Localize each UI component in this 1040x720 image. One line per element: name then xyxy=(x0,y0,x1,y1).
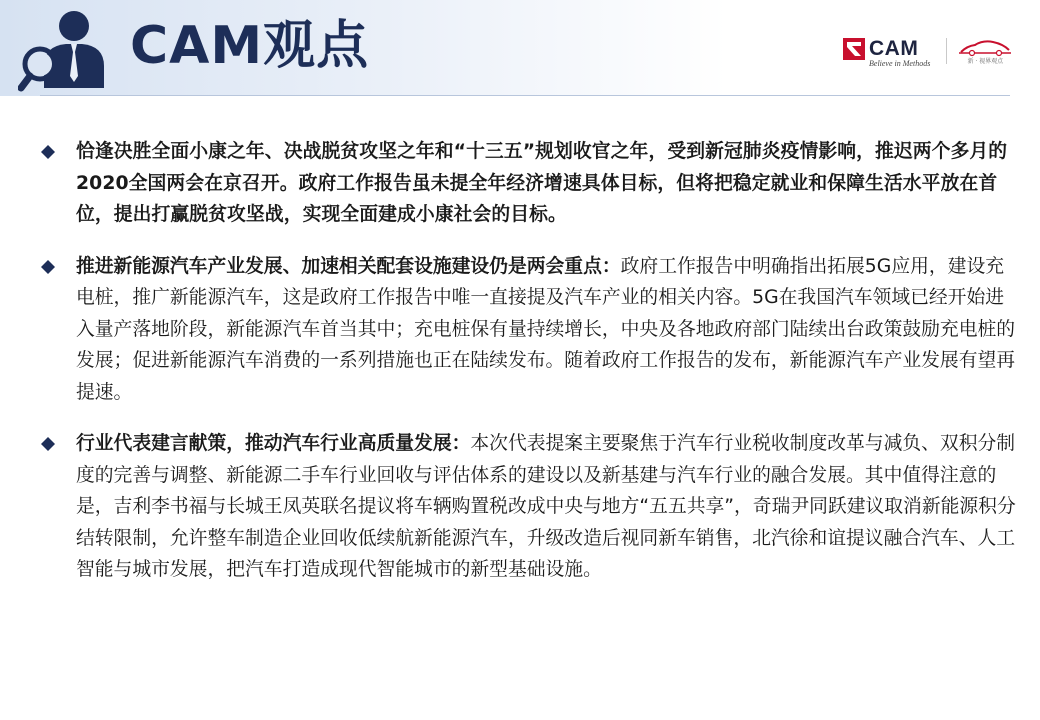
car-logo-icon xyxy=(957,38,1013,58)
diamond-bullet-icon xyxy=(40,259,56,275)
bullet-1-text: 恰逢决胜全面小康之年、决战脱贫攻坚之年和“十三五”规划收官之年，受到新冠肺炎疫情影响，推迟两个多月的2020全国两会在京召开。政府工作报告虽未提全年经济增速具体目标，但将把稳定就业和保障生活水平放在首位，提出打赢脱贫攻坚战，实现全面建成小康社会的目标。 xyxy=(76,141,1008,225)
brand-tagline: Believe in Methods xyxy=(869,59,931,68)
bullet-3-heading: 行业代表建言献策，推动汽车行业高质量发展： xyxy=(76,433,471,454)
bullet-2-text: 政府工作报告中明确指出拓展5G应用，建设充电桩，推广新能源汽车，这是政府工作报告中唯一直接提及汽车产业的相关内容。5G在我国汽车领域已经开始进入量产落地阶段，新能源汽车首当其中；充电桩保有量持续增长，中央及各地政府部门陆续出台政策鼓励充电桩的发展；促进新能源汽车消费的一系列措施也正在陆续发布。随着政府工作报告的发布，新能源汽车产业发展有望再提速。 xyxy=(76,255,1016,403)
bullet-point-1 xyxy=(40,136,1022,231)
brand-separator xyxy=(946,38,947,64)
diamond-bullet-icon xyxy=(40,144,56,160)
page-title: CAM观点 xyxy=(130,16,370,76)
brand-logo xyxy=(843,38,1013,70)
secondary-logo-caption: 新 · 视界观点 xyxy=(967,58,1004,65)
bullet-2-heading: 推进新能源汽车产业发展、加速相关配套设施建设仍是两会重点： xyxy=(76,255,621,277)
content-body xyxy=(40,136,1022,606)
bullet-point-3 xyxy=(40,428,1022,586)
person-magnifier-icon xyxy=(18,6,110,98)
secondary-logo xyxy=(957,38,1013,66)
header-divider xyxy=(40,95,1010,96)
diamond-bullet-icon xyxy=(40,436,56,452)
bullet-3-text: 本次代表提案主要聚焦于汽车行业税收制度改革与减负、双积分制度的完善与调整、新能源二手车行业回收与评估体系的建设以及新基建与汽车行业的融合发展。其中值得注意的是，吉利李书福与长城王凤英联名提议将车辆购置税改成中央与地方“五五共享”，奇瑞尹同跃建议取消新能源积分结转限制，允许整车制造企业回收低续航新能源汽车，升级改造后视同新车销售，北汽徐和谊提议融合汽车、人工智能与城市发展，把汽车打造成现代智能城市的新型基础设施。 xyxy=(76,433,1016,580)
cam-logo-mark-icon xyxy=(843,38,865,60)
brand-name: CAM xyxy=(869,37,919,60)
bullet-point-2 xyxy=(40,251,1022,409)
